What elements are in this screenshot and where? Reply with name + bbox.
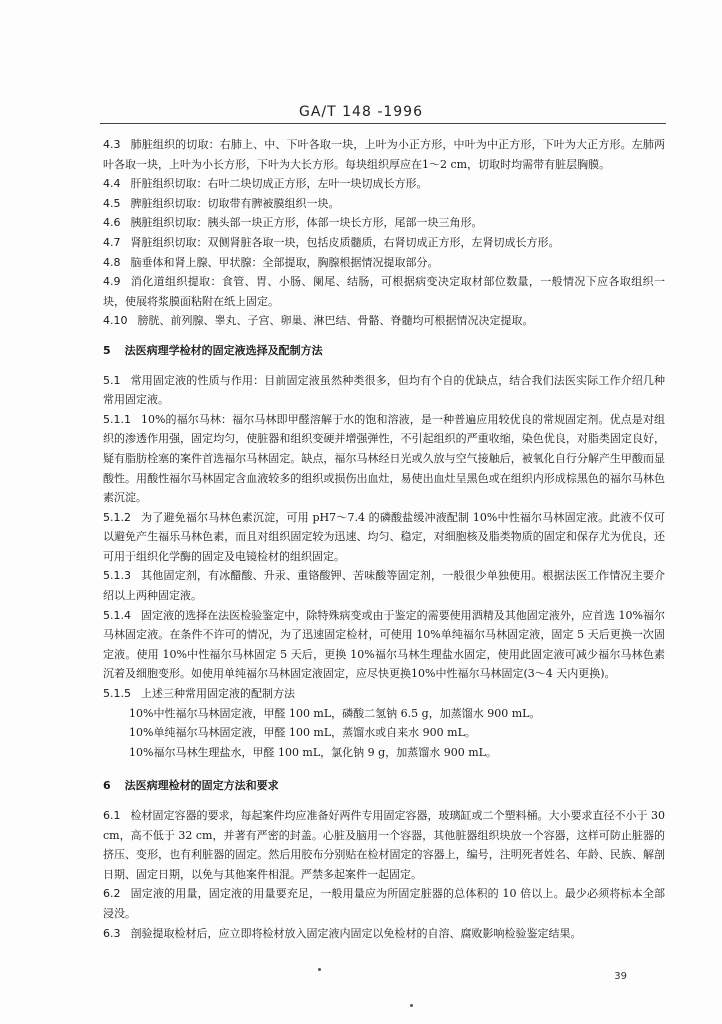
clause-text: 上述三种常用固定液的配制方法 (141, 687, 295, 701)
clause-text: 脑垂体和肾上腺、甲状腺：全部提取，胸腺根据情况提取部分。 (130, 255, 439, 269)
paragraph (103, 174, 665, 194)
paragraph (103, 213, 665, 233)
clause-text: 检材固定容器的要求，每起案件均应准备好两件专用固定容器，玻璃缸或二个塑料桶。大小要求直径不小于 30 cm，高不低于 32 cm，并著有严密的封盖。心脏及脑用一个容器，其他脏器组织块放一个容器，这样可防止脏器的挤压、变形，也有利脏器的固定。然后用胶布分别贴在检材固定的容器上，编号，注明死者姓名、年龄、民族、解剖日期、固定日期，以免与其他案件相混。严禁多起案件一起固定。 (103, 809, 665, 881)
formula-line: 10%福尔马林生理盐水，甲醛 100 mL，氯化钠 9 g，加蒸馏水 900 mL。 (129, 745, 497, 759)
clause-text: 肝脏组织切取：右叶二块切成正方形，左叶一块切成长方形。 (130, 177, 428, 191)
clause-text: 10%的福尔马林：福尔马林即甲醛溶解于水的饱和溶液，是一种普遍应用较优良的常规固定剂。优点是对组织的渗透作用强，固定均匀，使脏器和组织变硬并增强弹性，不引起组织的严重收缩，染色优良，对脂类固定良好，疑有脂肪栓塞的案件首选福尔马林固定。缺点，福尔马林经日光或久放与空气接触后，被氧化自行分解产生甲酸而显酸性。用酸性福尔马林固定含血液较多的组织或损伤出血灶，易使出血灶呈黑色或在组织内形成棕黑色的福尔马林色素沉淀。 (103, 412, 665, 505)
section-number: 6 (103, 779, 111, 793)
paragraph-group-section4 (103, 135, 665, 331)
clause-number: 4.10 (103, 314, 128, 328)
paragraph (103, 924, 665, 944)
paragraph (103, 884, 665, 923)
paragraph (103, 311, 665, 331)
clause-number: 4.4 (103, 177, 121, 191)
clause-text: 肾脏组织切取：双侧肾脏各取一块，包括皮质髓质，右肾切成正方形，左肾切成长方形。 (130, 235, 560, 249)
clause-text: 脾脏组织切取：切取带有脾被膜组织一块。 (130, 196, 340, 210)
paragraph (103, 233, 665, 253)
section-heading-5 (103, 341, 665, 361)
section-number: 5 (103, 343, 111, 357)
paragraph (103, 194, 665, 214)
clause-number: 5.1.1 (103, 412, 131, 426)
clause-number: 6.3 (103, 926, 121, 940)
scan-speck (410, 1004, 413, 1007)
clause-number: 5.1 (103, 373, 121, 387)
paragraph (103, 272, 665, 311)
clause-number: 4.6 (103, 216, 121, 230)
clause-number: 5.1.5 (103, 687, 131, 701)
section-title: 法医病理学检材的固定液选择及配制方法 (124, 343, 323, 357)
clause-number: 6.2 (103, 887, 121, 901)
clause-text: 肺脏组织的切取：右肺上、中、下叶各取一块，上叶为小正方形，中叶为中正方形，下叶为大正方形。左肺两叶各取一块，上叶为小长方形，下叶为大长方形。每块组织厚应在1～2 cm，切取时均需带有脏层胸膜。 (103, 138, 665, 171)
clause-number: 4.3 (103, 138, 121, 151)
clause-text: 其他固定剂，有冰醋酸、升汞、重铬酸钾、苦味酸等固定剂，一般很少单独使用。根据法医工作情况主要介绍以上两种固定液。 (103, 569, 665, 603)
paragraph (103, 606, 665, 684)
section-heading-6 (103, 776, 665, 796)
document-body (103, 135, 665, 943)
paragraph (103, 135, 665, 174)
standard-number-header: GA/T 148 -1996 (299, 104, 423, 120)
clause-text: 为了避免福尔马林色素沉淀，可用 pH7～7.4 的磷酸盐缓冲液配制 10%中性福尔马林固定液。此液不仅可以避免产生福乐马林色素，而且对组织固定较为迅速、均匀、稳定，对细胞核及脂类物质的固定和保存尤为优良，还可用于组织化学酶的固定及电镜检材的组织固定。 (103, 510, 665, 563)
paragraph (103, 410, 665, 508)
scan-speck (318, 968, 321, 971)
clause-text: 固定液的选择在法医检验鉴定中，除特殊病变或由于鉴定的需要使用酒精及其他固定液外，应首选 10%福尔马林固定液。在条件不许可的情况，为了迅速固定检材，可使用 10%单纯福尔马林固定液，固定 5 天后更换一次固定液。使用 10%中性福尔马林固定 5 天后，更换 10%福尔马林生理盐水固定，使用此固定液可减少福尔马林色素沉着及细胞变形。如使用单纯福尔马林固定液固定，应尽快更换10%中性福尔马林固定(3～4 天内更换)。 (103, 608, 665, 681)
header-rule (100, 123, 666, 124)
clause-text: 膀胱、前列腺、睾丸、子宫、卵巢、淋巴结、骨骼、脊髓均可根据情况决定提取。 (137, 314, 534, 328)
clause-text: 消化道组织提取：食管、胃、小肠、阑尾、结肠，可根据病变决定取材部位数量，一般情况下应各取组织一块，使展将浆膜面粘附在纸上固定。 (103, 275, 665, 308)
page-number: 39 (614, 971, 627, 982)
clause-number: 4.8 (103, 255, 121, 269)
clause-text: 胰脏组织切取：胰头部一块正方形，体部一块长方形，尾部一块三角形。 (130, 216, 483, 230)
clause-number: 5.1.2 (103, 510, 131, 524)
clause-number: 4.9 (103, 275, 121, 289)
paragraph-group-section5 (103, 371, 665, 704)
clause-number: 6.1 (103, 809, 121, 822)
clause-text: 常用固定液的性质与作用：目前固定液虽然种类很多，但均有个自的优缺点，结合我们法医实际工作介绍几种常用固定液。 (103, 373, 665, 407)
clause-number: 4.7 (103, 235, 121, 249)
formula-line: 10%单纯福尔马林固定液，甲醛 100 mL，蒸馏水或自来水 900 mL。 (129, 726, 476, 740)
paragraph (103, 566, 665, 605)
paragraph (103, 806, 665, 884)
paragraph-group-section6 (103, 806, 665, 943)
paragraph (103, 253, 665, 273)
section-title: 法医病理检材的固定方法和要求 (124, 779, 279, 793)
clause-number: 5.1.3 (103, 569, 131, 583)
formula-list (103, 704, 665, 763)
clause-number: 5.1.4 (103, 608, 131, 622)
formula-line: 10%中性福尔马林固定液，甲醛 100 mL，磷酸二氢钠 6.5 g，加蒸馏水 900 mL。 (129, 706, 541, 720)
clause-text: 剖验提取检材后，应立即将检材放入固定液内固定以免检材的自溶、腐败影响检验鉴定结果。 (130, 926, 582, 940)
paragraph (103, 508, 665, 567)
clause-text: 固定液的用量，固定液的用量要充足，一般用量应为所固定脏器的总体积的 10 倍以上。最少必须将标本全部浸没。 (103, 887, 665, 920)
clause-number: 4.5 (103, 196, 121, 210)
paragraph (103, 684, 665, 704)
paragraph (103, 371, 665, 410)
